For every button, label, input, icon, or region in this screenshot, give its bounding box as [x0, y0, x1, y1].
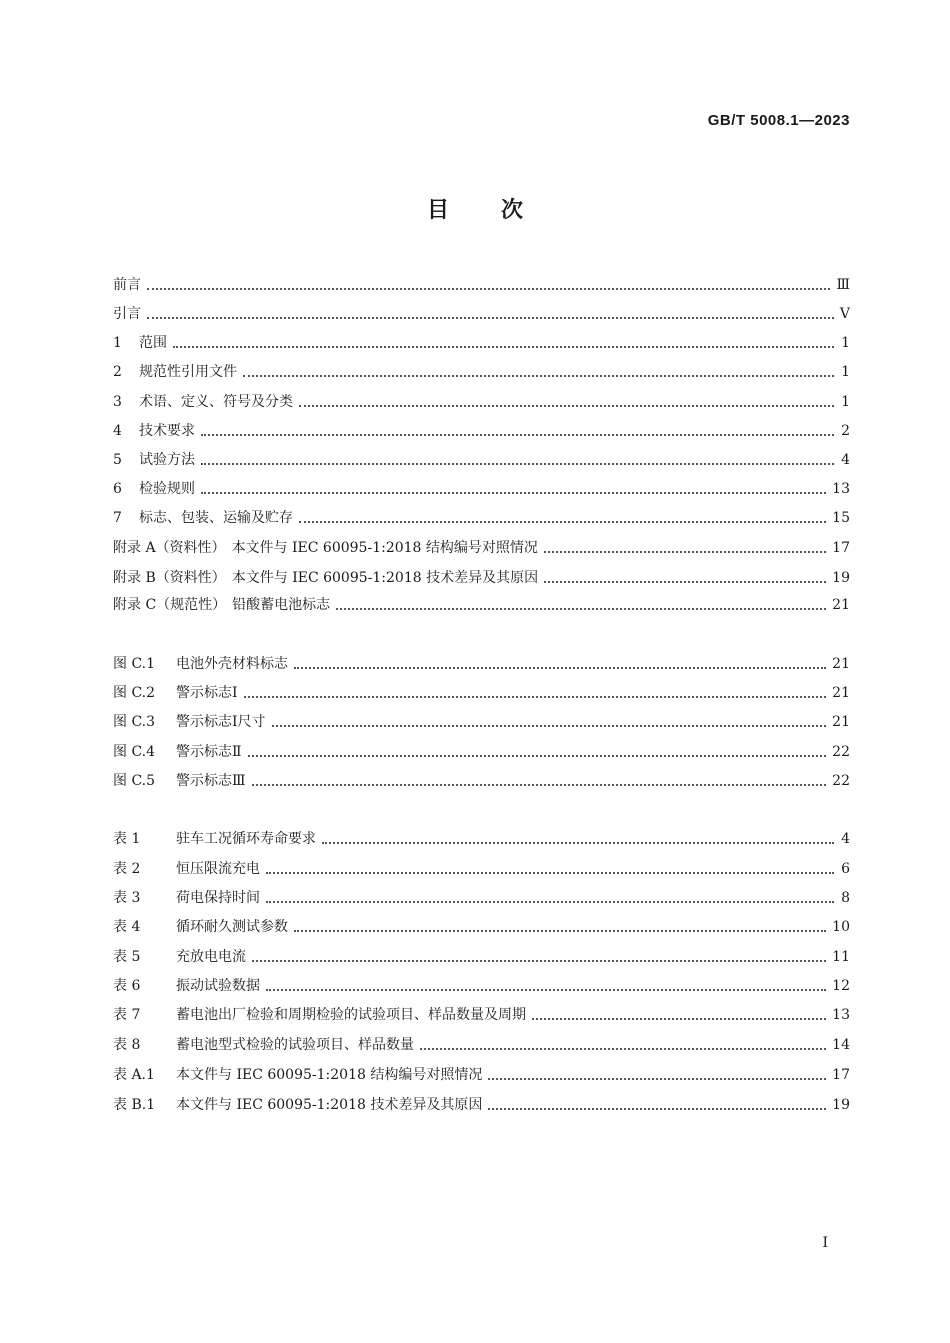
toc-entry-number: 2	[113, 364, 122, 380]
table-number: 表 7	[113, 1007, 141, 1023]
toc-table-entry[interactable]	[113, 1064, 850, 1086]
dot-leader	[299, 404, 834, 407]
toc-table-entry[interactable]	[113, 858, 850, 880]
toc-figure-entry[interactable]	[113, 653, 850, 675]
toc-entry[interactable]	[113, 303, 850, 325]
figure-label: 警示标志Ⅰ尺寸	[176, 714, 266, 730]
dot-leader	[201, 491, 826, 494]
dot-leader	[322, 841, 834, 844]
dot-leader	[272, 724, 827, 727]
toc-entry-number: 附录 C（规范性）	[113, 597, 227, 613]
table-page: 12	[832, 978, 850, 994]
figure-page: 21	[832, 685, 850, 701]
figure-page: 22	[832, 773, 850, 789]
table-label: 恒压限流充电	[176, 861, 260, 877]
toc-title: 目次	[426, 198, 575, 223]
dot-leader	[173, 345, 834, 348]
toc-table-entry[interactable]	[113, 1034, 850, 1056]
figure-label: 警示标志Ⅱ	[176, 744, 242, 760]
figure-label: 警示标志Ⅰ	[176, 685, 238, 701]
toc-entry-page: 15	[832, 510, 850, 526]
dot-leader	[147, 316, 834, 319]
dot-leader	[147, 287, 830, 290]
table-page: 6	[841, 861, 850, 877]
table-label: 本文件与 IEC 60095-1:2018 结构编号对照情况	[176, 1067, 483, 1083]
toc-entry-label: 引言	[113, 306, 141, 322]
toc-entry-page: Ⅴ	[839, 306, 850, 322]
dot-leader	[252, 959, 826, 962]
toc-entry-label: 试验方法	[139, 452, 195, 468]
figure-page: 22	[832, 744, 850, 760]
figure-number: 图 C.4	[113, 744, 156, 760]
toc-table-entry[interactable]	[113, 1094, 850, 1116]
table-label: 驻车工况循环寿命要求	[176, 831, 316, 847]
table-label: 本文件与 IEC 60095-1:2018 技术差异及其原因	[176, 1097, 483, 1113]
toc-entry-page: 1	[841, 364, 850, 380]
toc-entry-page: Ⅲ	[836, 277, 850, 293]
toc-entry-number: 7	[113, 510, 122, 526]
table-label: 荷电保持时间	[176, 890, 260, 906]
toc-entry-page: 19	[832, 570, 850, 586]
dot-leader	[544, 580, 826, 583]
toc-entry-label: 标志、包装、运输及贮存	[139, 510, 293, 526]
figure-number: 图 C.2	[113, 685, 156, 701]
toc-entry-number: 5	[113, 452, 122, 468]
table-number: 表 6	[113, 978, 141, 994]
toc-entry-page: 4	[841, 452, 850, 468]
toc-entry-label: 前言	[113, 277, 141, 293]
table-number: 表 8	[113, 1037, 141, 1053]
toc-table-entry[interactable]	[113, 887, 850, 909]
dot-leader	[544, 550, 826, 553]
dot-leader	[488, 1077, 826, 1080]
table-page: 19	[832, 1097, 850, 1113]
toc-entry-page: 2	[841, 423, 850, 439]
figure-page: 21	[832, 656, 850, 672]
toc-entry-number: 1	[113, 335, 122, 351]
table-page: 8	[841, 890, 850, 906]
page-number: Ⅰ	[822, 1235, 828, 1251]
figure-label: 警示标志Ⅲ	[176, 773, 246, 789]
toc-entry-label: 术语、定义、符号及分类	[139, 394, 293, 410]
toc-entry-number: 6	[113, 481, 122, 497]
dot-leader	[420, 1047, 826, 1050]
figure-page: 21	[832, 714, 850, 730]
dot-leader	[266, 871, 834, 874]
dot-leader	[299, 520, 826, 523]
toc-figure-entry[interactable]	[113, 711, 850, 733]
toc-entry-label: 规范性引用文件	[139, 364, 237, 380]
toc-entry[interactable]	[113, 361, 850, 383]
figure-number: 图 C.1	[113, 656, 156, 672]
toc-entry-label: 范围	[139, 335, 167, 351]
table-page: 17	[832, 1067, 850, 1083]
toc-entry-label: 技术要求	[139, 423, 195, 439]
toc-entry-page: 1	[841, 335, 850, 351]
table-label: 充放电电流	[176, 949, 246, 965]
toc-figure-entry[interactable]	[113, 770, 850, 792]
table-page: 13	[832, 1007, 850, 1023]
toc-entry-page: 1	[841, 394, 850, 410]
dot-leader	[244, 695, 827, 698]
table-page: 10	[832, 919, 850, 935]
toc-entry[interactable]	[113, 391, 850, 413]
toc-table-entry[interactable]	[113, 1004, 850, 1026]
toc-entry-number: 3	[113, 394, 122, 410]
toc-entry[interactable]	[113, 594, 850, 616]
figure-number: 图 C.3	[113, 714, 156, 730]
dot-leader	[201, 433, 834, 436]
standard-code: GB/T 5008.1—2023	[707, 112, 850, 129]
dot-leader	[488, 1107, 826, 1110]
dot-leader	[252, 783, 827, 786]
toc-entry-number: 4	[113, 423, 122, 439]
table-number: 表 A.1	[113, 1067, 155, 1083]
table-label: 循环耐久测试参数	[176, 919, 288, 935]
toc-table-entry[interactable]	[113, 828, 850, 850]
toc-table-entry[interactable]	[113, 916, 850, 938]
dot-leader	[248, 754, 827, 757]
dot-leader	[201, 462, 834, 465]
table-number: 表 4	[113, 919, 141, 935]
dot-leader	[266, 900, 834, 903]
toc-entry[interactable]	[113, 420, 850, 442]
toc-entry[interactable]	[113, 332, 850, 354]
toc-entry-page: 13	[832, 481, 850, 497]
dot-leader	[243, 374, 834, 377]
table-label: 蓄电池出厂检验和周期检验的试验项目、样品数量及周期	[176, 1007, 526, 1023]
toc-entry-page: 21	[832, 597, 850, 613]
toc-entry[interactable]	[113, 537, 850, 559]
dot-leader	[532, 1017, 826, 1020]
table-page: 11	[832, 949, 850, 965]
toc-figure-entry[interactable]	[113, 682, 850, 704]
toc-entry-label: 本文件与 IEC 60095-1:2018 结构编号对照情况	[231, 540, 538, 556]
dot-leader	[294, 666, 826, 669]
table-number: 表 1	[113, 831, 141, 847]
table-label: 振动试验数据	[176, 978, 260, 994]
dot-leader	[336, 607, 826, 610]
toc-entry[interactable]	[113, 274, 850, 296]
toc-entry-label: 铅酸蓄电池标志	[232, 597, 331, 613]
toc-entry[interactable]	[113, 567, 850, 589]
table-number: 表 B.1	[113, 1097, 156, 1113]
table-number: 表 2	[113, 861, 141, 877]
toc-entry-number: 附录 B（资料性）	[113, 570, 226, 586]
toc-figure-entry[interactable]	[113, 741, 850, 763]
figure-label: 电池外壳材料标志	[176, 656, 288, 672]
toc-entry[interactable]	[113, 478, 850, 500]
dot-leader	[266, 988, 826, 991]
table-page: 4	[841, 831, 850, 847]
table-number: 表 3	[113, 890, 141, 906]
table-number: 表 5	[113, 949, 141, 965]
toc-entry-number: 附录 A（资料性）	[113, 540, 226, 556]
toc-entry-page: 17	[832, 540, 850, 556]
figure-number: 图 C.5	[113, 773, 156, 789]
toc-table-entry[interactable]	[113, 975, 850, 997]
toc-entry-label: 检验规则	[139, 481, 195, 497]
toc-table-entry[interactable]	[113, 946, 850, 968]
dot-leader	[294, 929, 826, 932]
table-label: 蓄电池型式检验的试验项目、样品数量	[176, 1037, 414, 1053]
table-page: 14	[832, 1037, 850, 1053]
toc-entry[interactable]	[113, 507, 850, 529]
toc-entry-label: 本文件与 IEC 60095-1:2018 技术差异及其原因	[231, 570, 539, 586]
toc-entry[interactable]	[113, 449, 850, 471]
